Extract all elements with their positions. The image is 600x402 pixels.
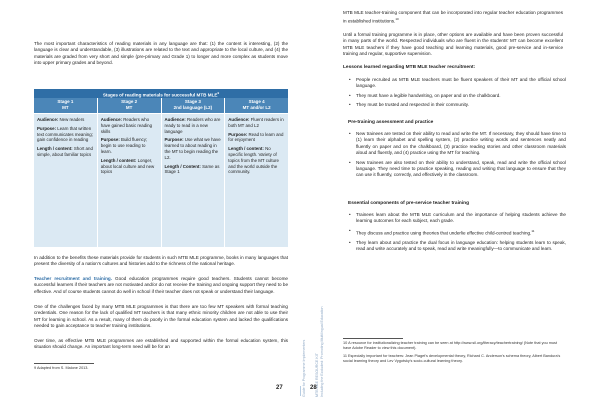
- table-column-stage-2: [98, 98, 162, 247]
- column-heading: Stage 4: [248, 99, 265, 104]
- purpose-text: Read to learn and for enjoyment: [228, 131, 284, 143]
- list-item: • Trainees learn about the MTB MLE curriculum and the importance of helping students achieve the learning outcomes for each subject, each grade.: [348, 212, 566, 225]
- pre-training-heading: Pre-training assessment and practice: [348, 120, 434, 125]
- label: Length / content:: [228, 146, 264, 152]
- list-item: • They must have a legible handwriting, on paper and on the chalkboard.: [348, 93, 566, 99]
- length-text: Same as Stage 1: [164, 163, 220, 175]
- paragraph-long-term: Over time, as effective MTB MLE programmes are established and supported within the formal education system, this situation should change. An important long-term need will be for an: [34, 338, 288, 350]
- heading-text: Lessons learned regarding MTB MLE teacher recruitment:: [343, 65, 476, 70]
- recruitment-bullet-list: [348, 77, 566, 109]
- spine-label-right-2: Including the Excluded: Promoting Multilingual Education: [320, 306, 324, 397]
- label: Purpose:: [228, 131, 248, 137]
- footnote-divider: [343, 338, 403, 339]
- page-number-right: 28: [310, 385, 317, 391]
- spine-label-left: Guide for Programme Implementers: [302, 339, 306, 397]
- label: Audience:: [228, 117, 250, 122]
- spine-label-right-1: MTB MLE RESOURCE KIT: [315, 353, 319, 397]
- right-paragraph-2: Until a formal training programme is in place, other options are available and have been proven successful in many parts of the world. Respected individuals who are fluent in the students' MT can become excellent MTB MLE teachers if they have good teaching and learning materials, good pre-service and in-service training and regular, supportive supervision.: [343, 32, 563, 57]
- audience-text: New readers: [59, 117, 85, 122]
- length-text: Short and simple, about familiar topics: [37, 146, 93, 157]
- label: Length / content:: [37, 146, 73, 152]
- table-title: [34, 89, 288, 98]
- pre-training-bullet-list: [348, 131, 566, 179]
- audience-text: Fluent readers in both MT and L2: [228, 117, 284, 128]
- label: Length / content:: [100, 157, 137, 163]
- length-text: No specific length. Variety of topics from the MT culture and the world outside the community.: [228, 146, 279, 175]
- column-subheading: MT: [62, 104, 69, 110]
- label: Purpose:: [100, 137, 120, 143]
- table-title-text: Stages of reading materials for successful MTB MLE: [102, 92, 218, 98]
- lessons-heading: [343, 65, 563, 71]
- length-text: Longer, about local culture and new topics: [100, 157, 155, 175]
- list-item-text: They discuss and practice using theories that underlie effective child-centred teaching.: [356, 230, 532, 236]
- label: Audience:: [37, 117, 59, 122]
- page-number-left: 27: [276, 385, 283, 391]
- column-subheading: MT and/or L2: [242, 104, 271, 110]
- purpose-text: Build fluency; begin to use reading to learn.: [100, 137, 148, 154]
- table-title-footnote-ref: 9: [217, 91, 220, 95]
- column-subheading: MT: [125, 104, 133, 110]
- list-item: • People recruited as MTB MLE teachers must be fluent speakers of their MT and the official school language.: [348, 77, 566, 90]
- footnote-divider: [34, 363, 94, 364]
- column-subheading: 2nd language (L2): [173, 104, 213, 110]
- essential-components-heading: Essential components of pre-service teacher training: [348, 201, 470, 206]
- footnote-ref-10: 10: [395, 17, 399, 22]
- list-item: • New trainees are tested on their ability to read and write the MT. If necessary, they should have time to (1) learn their alphabet and spelling system, (2) practice writing words and sentences neatly and fluently on paper and on the chalkboard, (3) practice reading stories and other classroom materials aloud and fluently, and (4) practice using the MT for teaching.: [348, 131, 566, 157]
- table-column-stage-3: [162, 98, 226, 247]
- list-item: [348, 228, 566, 237]
- paragraph-text: Good education programmes require good teachers. Students cannot become successful learners if their teachers are not motivated and/or do not receive the training and ongoing support they need to be effective. And of course students cannot do well in school if their teacher does not speak or understand their language.: [34, 276, 288, 294]
- footnote-ref-11: 11: [531, 228, 535, 233]
- footnote-9: 9 Adapted from S. Malone 2013.: [34, 366, 89, 370]
- purpose-text: Learn that written text communicates meaning; gain confidence in reading: [37, 125, 93, 143]
- essential-bullet-list: [348, 212, 566, 253]
- reading-stages-table: [34, 89, 288, 247]
- list-item: • They must be trusted and respected in their community.: [348, 102, 566, 108]
- right-page: [300, 0, 600, 402]
- column-heading: Stage 2: [121, 99, 138, 104]
- footnote-11: 11 Especially important for teachers: Jean Piaget's developmental theory, Richard C. Anderson's schema theory, Albert Bandura's social learning theory and Lev Vygotsky's socio-cultural learning theory.: [343, 354, 561, 363]
- list-item: • New trainees are also tested on their ability to understand, speak, read and write the official school language. They need time to practice speaking, reading and writing that language to ensure that they can use it fluently, correctly, and effectively in the classroom.: [348, 160, 566, 179]
- label: Length / Content:: [164, 163, 201, 169]
- paragraph-teacher-recruitment: [34, 276, 288, 295]
- paragraph-heritage: In addition to the benefits these materials provide for students in such MTB MLE programme, books in many languages that present the diversity of a nation's cultures and histories add to the richness of the national heritage.: [34, 255, 288, 267]
- footnote-10: 10 A resource for institutionalizing teacher training can be seen at http://www.sil.org/literacy/teachertraining/ (Note that you must have Adobe Reader to view this document).: [343, 341, 558, 350]
- label: Audience:: [100, 117, 122, 122]
- audience-text: Readers who are ready to read in a new language: [164, 117, 221, 134]
- purpose-text: Use what we have learned to about reading in the MT to begin reading the L2.: [164, 137, 221, 160]
- table-column-stage-4: [225, 98, 288, 247]
- label: Audience:: [164, 117, 186, 122]
- list-item: • They learn about and practice the dual focus in language education: helping students learn to speak, read and write accurately and to speak, read and write meaningfully—to communicate and learn.: [348, 240, 566, 253]
- label: Purpose:: [164, 137, 184, 143]
- paragraph-challenges: One of the challenges faced by many MTB MLE programmes is that there are too few MT speakers with formal teaching credentials. One reason for the lack of qualified MT teachers is that many ethnic minority children are not able to use their MT for learning in school. As a result, many of them do poorly in the formal education system and lacked the qualifications needed to gain acceptance to teacher training institutions.: [34, 304, 288, 329]
- intro-paragraph: The most important characteristics of reading materials in any language are that: (1) the content is interesting, (2) the language is clear and understandable, (3) illustrations are related to the text and appropriate to the local culture, and (4) the materials are graded from very short and simple (pre-primary and Grade 1) to longer and more complex as students move into upper primary grades and beyond.: [34, 41, 288, 66]
- table-column-stage-1: [34, 98, 98, 247]
- column-heading: Stage 3: [184, 99, 201, 104]
- paragraph-text: MTB MLE teacher-training component that can be incorporated into regular teacher education programmes in established institutions.: [343, 10, 563, 24]
- audience-text: Readers who have gained basic reading skills: [100, 117, 153, 134]
- column-heading: Stage 1: [57, 99, 74, 104]
- section-heading: Teacher recruitment and training.: [34, 276, 112, 281]
- label: Purpose:: [37, 125, 57, 131]
- right-paragraph-1: [343, 10, 563, 25]
